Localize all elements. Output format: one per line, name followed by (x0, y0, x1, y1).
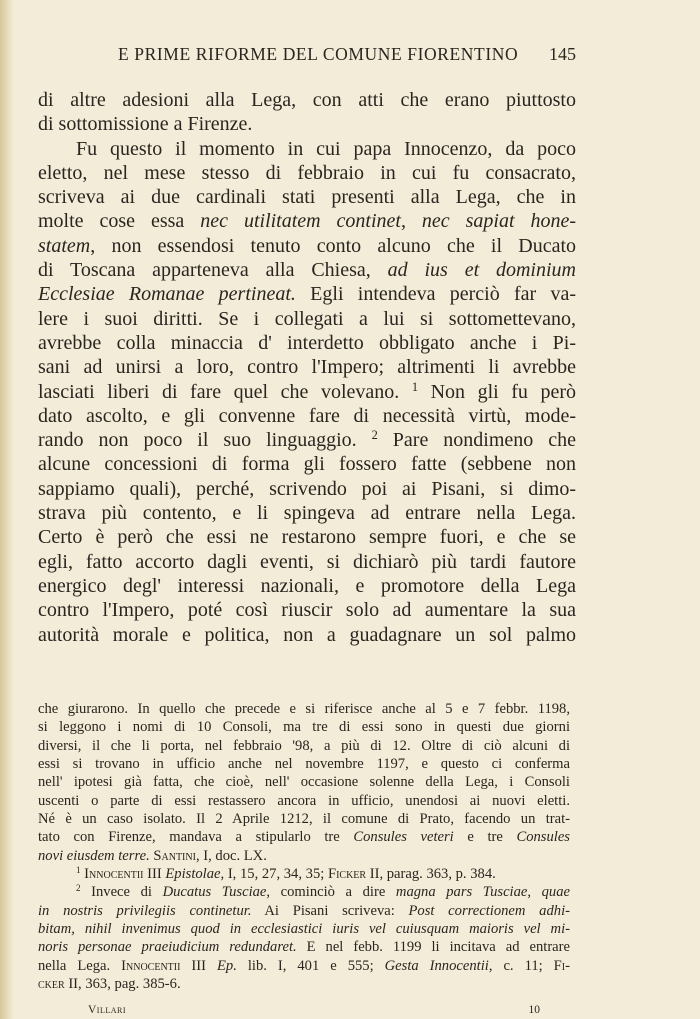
latin-quote: statem (38, 234, 91, 257)
text-line: autorità morale e politica, non a guadagnare un sol palmo (38, 623, 576, 646)
footnote-line (38, 828, 570, 846)
text-segment: Ai Pisani scriveva: (251, 902, 409, 919)
latin-quote: noris personae praeiudicium redundaret. (38, 939, 297, 956)
text-line: lere i suoi diritti. Se i collegati a lui si sottomettevano, (38, 307, 576, 330)
text-segment: di Toscana apparteneva alla Chiesa, (38, 259, 388, 282)
footnote-line: nell' ipotesi già fatta, che cioè, nell' occasione solenne della Lega, i Consoli (38, 774, 570, 791)
sheet-number: 10 (528, 1004, 540, 1016)
footnote-marker: 2 (371, 428, 378, 443)
text-line: di sottomissione a Firenze. (38, 113, 253, 136)
latin-quote: Consules (516, 829, 570, 846)
footnote-marker: 2 (76, 883, 81, 894)
text-segment: nella Lega. (38, 957, 122, 974)
text-segment: III (143, 866, 166, 883)
author-name: Santini (149, 847, 196, 864)
author-name: Ficker (327, 866, 367, 883)
footnotes (38, 700, 570, 994)
latin-quote: in nostris privilegiis continetur. (38, 902, 252, 919)
latin-quote: Consules veteri (353, 829, 454, 846)
work-title: Ep. (216, 957, 237, 974)
main-text (38, 88, 576, 647)
latin-quote: magna pars Tusciae, quae (395, 884, 571, 901)
footnote-line: uscenti o parte di essi restassero ancora in ufficio, unendosi ai nuovi eletti. (38, 792, 570, 809)
running-header (118, 44, 576, 65)
text-line: Fu questo il momento in cui papa Innocenzo, da poco (76, 137, 576, 160)
author-name: Fi- (553, 957, 570, 974)
latin-quote: Post correctionem adhi- (408, 902, 570, 919)
text-segment: II, 363, pag. 385-6. (64, 976, 181, 993)
text-line (38, 258, 576, 282)
page-number: 145 (549, 44, 576, 64)
text-segment: molte cose essa (38, 210, 201, 233)
text-segment: E nel febb. 1199 li incitava ad entrare (296, 939, 570, 956)
latin-quote: Ducatus Tusciae (162, 884, 267, 901)
footnote-line: che giurarono. In quello che precede e si riferisce anche al 5 e 7 febbr. 1198, (38, 701, 570, 717)
text-line (38, 282, 576, 306)
text-line: alcune concessioni di forma gli fossero fatte (sebbene non (38, 453, 576, 476)
work-title: Gesta Innocentii (384, 957, 489, 974)
work-title: Epistolae (165, 866, 221, 883)
text-segment: Non gli fu però (418, 380, 576, 403)
footnote-2 (38, 883, 570, 901)
footnote-line (38, 957, 570, 975)
printer-signature: Villari (88, 1004, 127, 1016)
footnote-line: Né è un caso isolato. Il 2 Aprile 1212, il comune di Prato, facendo un trat- (38, 811, 570, 828)
footnote-line (38, 975, 570, 993)
footnote-1 (38, 865, 570, 883)
text-line: Certo è però che essi ne restarono sempre fuori, e che se (38, 526, 576, 549)
footnote-marker: 1 (76, 865, 81, 876)
footnote-line (38, 902, 570, 920)
author-name: Innocentii (121, 957, 181, 974)
text-line (38, 428, 576, 452)
text-segment: Invece di (80, 884, 163, 901)
latin-quote: ad ius et dominium (387, 259, 576, 282)
text-line: dato ascolto, e gli convenne fare di necessità virtù, mode- (38, 404, 576, 427)
text-line: sani ad unirsi a loro, contro l'Impero; altrimenti li avrebbe (38, 356, 576, 379)
footnote-line (38, 847, 570, 865)
signature-line (88, 1004, 540, 1016)
footnote-line: essi si trovano in ufficio anche nel novembre 1197, e questo ci conferma (38, 756, 570, 773)
footnote-line: si leggono i nomi di 10 Consoli, ma tre di essi sono in questi due giorni (38, 719, 570, 736)
text-line (38, 380, 576, 404)
latin-quote: bitam, nihil invenimus quod in ecclesiastici iuris vel cuiusquam maioris vel mi- (38, 921, 570, 938)
footnote-line: diversi, il che li porta, nel febbraio '98, a più di 12. Oltre di ciò alcuni di (38, 737, 570, 754)
text-line: scriveva ai due cardinali stati presenti alla Lega, che in (38, 186, 576, 209)
text-segment: , c. 11; (488, 957, 554, 974)
text-segment: lasciati liberi di fare quel che volevano. (38, 380, 412, 403)
text-segment: rando non poco il suo linguaggio. (38, 429, 372, 452)
text-line: energico degl' interessi nazionali, e promotore della Lega (38, 574, 576, 597)
text-segment: , I, doc. LX. (195, 847, 267, 864)
text-segment: Pare nondimeno che (377, 429, 577, 452)
author-name: cker (38, 976, 65, 993)
text-line (38, 209, 576, 233)
text-segment: , cominciò a dire (266, 884, 396, 901)
text-line: avrebbe colla minaccia d' interdetto obbligato anche i Pi- (38, 331, 576, 354)
text-line: strava più contento, e li spingeva ad entrare nella Lega. (38, 502, 576, 525)
text-line: contro l'Impero, poté così riuscir solo ad aumentare la sua (38, 599, 576, 622)
footnote-marker: 1 (411, 379, 419, 394)
text-line: di altre adesioni alla Lega, con atti che erano piuttosto (38, 89, 576, 111)
header-title: E PRIME RIFORME DEL COMUNE FIORENTINO (118, 44, 519, 64)
text-segment: II, parag. 363, p. 384. (366, 866, 496, 883)
page-edge-shadow (0, 0, 14, 1019)
latin-quote: novi eiusdem terre. (38, 847, 150, 864)
footnote-line (38, 938, 570, 956)
text-segment: tato con Firenze, mandava a stipularlo tre (38, 829, 354, 846)
text-line: eletto, nel mese stesso di febbraio in cui fu consacrato, (38, 161, 576, 184)
latin-quote: nec utilitatem continet, nec sapiat hone- (200, 210, 577, 233)
text-segment: , non essendosi tenuto conto alcuno che il Ducato (90, 234, 576, 257)
footnote-line (38, 920, 570, 938)
latin-quote: Ecclesiae Romanae pertineat. (38, 283, 296, 306)
text-segment: lib. I, 401 e 555; (236, 957, 385, 974)
author-name: Innocentii (80, 866, 144, 883)
text-line: egli, fatto accorto dagli eventi, si dichiarò più tardi fautore (38, 550, 576, 573)
text-segment: , I, 15, 27, 34, 35; (220, 866, 328, 883)
text-line (38, 234, 576, 258)
text-segment: Egli intendeva perciò far va- (295, 283, 577, 306)
text-segment: III (180, 957, 217, 974)
text-segment: e tre (453, 829, 517, 846)
text-line: sappiamo quali), perché, scrivendo poi ai Pisani, si dimo- (38, 477, 576, 500)
